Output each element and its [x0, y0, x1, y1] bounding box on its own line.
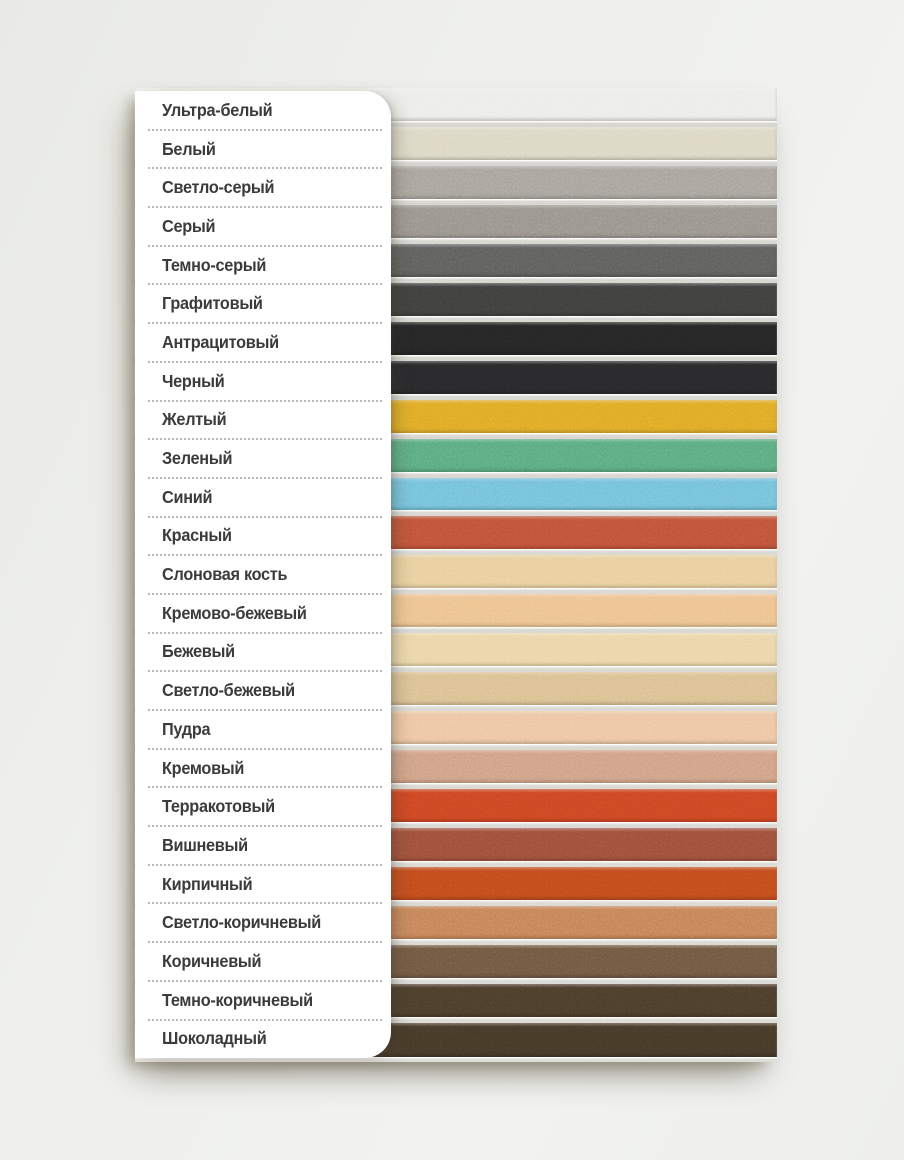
color-label-row	[135, 517, 391, 556]
color-name-label: Красный	[162, 525, 232, 546]
color-name-label: Слоновая кость	[162, 564, 288, 585]
color-name-label: Темно-коричневый	[162, 989, 313, 1010]
color-name-label: Черный	[162, 370, 225, 391]
color-label-row	[135, 903, 391, 942]
color-label-row	[135, 942, 391, 981]
color-name-label: Антрацитовый	[162, 331, 279, 352]
color-name-label: Кирпичный	[162, 873, 253, 894]
color-label-row	[135, 246, 391, 285]
color-name-label: Темно-серый	[162, 254, 267, 275]
color-name-label: Желтый	[162, 409, 227, 430]
color-label-row	[135, 594, 391, 633]
color-label-row	[135, 401, 391, 440]
color-name-label: Ультра-белый	[162, 99, 273, 120]
color-label-row	[135, 710, 391, 749]
color-label-row	[135, 981, 391, 1020]
color-label-row	[135, 130, 391, 169]
color-name-label: Вишневый	[162, 834, 248, 855]
color-name-label: Кремово-бежевый	[162, 602, 307, 623]
color-name-label: Графитовый	[162, 293, 263, 314]
color-label-row	[135, 439, 391, 478]
color-label-row	[135, 478, 391, 517]
color-label-row	[135, 633, 391, 672]
color-name-label: Коричневый	[162, 950, 262, 971]
label-column	[135, 91, 391, 1058]
color-label-row	[135, 671, 391, 710]
color-label-row	[135, 555, 391, 594]
color-label-row	[135, 323, 391, 362]
color-label-row	[135, 91, 391, 130]
color-label-row	[135, 826, 391, 865]
color-name-label: Светло-серый	[162, 177, 275, 198]
label-panel	[135, 91, 391, 1058]
color-name-label: Серый	[162, 215, 216, 236]
color-name-label: Зеленый	[162, 448, 233, 469]
color-label-row	[135, 1020, 391, 1059]
color-name-label: Пудра	[162, 718, 211, 739]
color-name-label: Синий	[162, 486, 213, 507]
color-name-label: Белый	[162, 138, 216, 159]
color-name-label: Шоколадный	[162, 1028, 267, 1049]
color-label-row	[135, 362, 391, 401]
color-label-row	[135, 749, 391, 788]
color-label-row	[135, 207, 391, 246]
color-label-row	[135, 865, 391, 904]
color-name-label: Кремовый	[162, 757, 245, 778]
color-name-label: Светло-коричневый	[162, 912, 321, 933]
color-name-label: Терракотовый	[162, 796, 275, 817]
color-name-label: Светло-бежевый	[162, 680, 295, 701]
color-label-row	[135, 168, 391, 207]
color-name-label: Бежевый	[162, 641, 235, 662]
color-label-row	[135, 284, 391, 323]
color-label-row	[135, 787, 391, 826]
